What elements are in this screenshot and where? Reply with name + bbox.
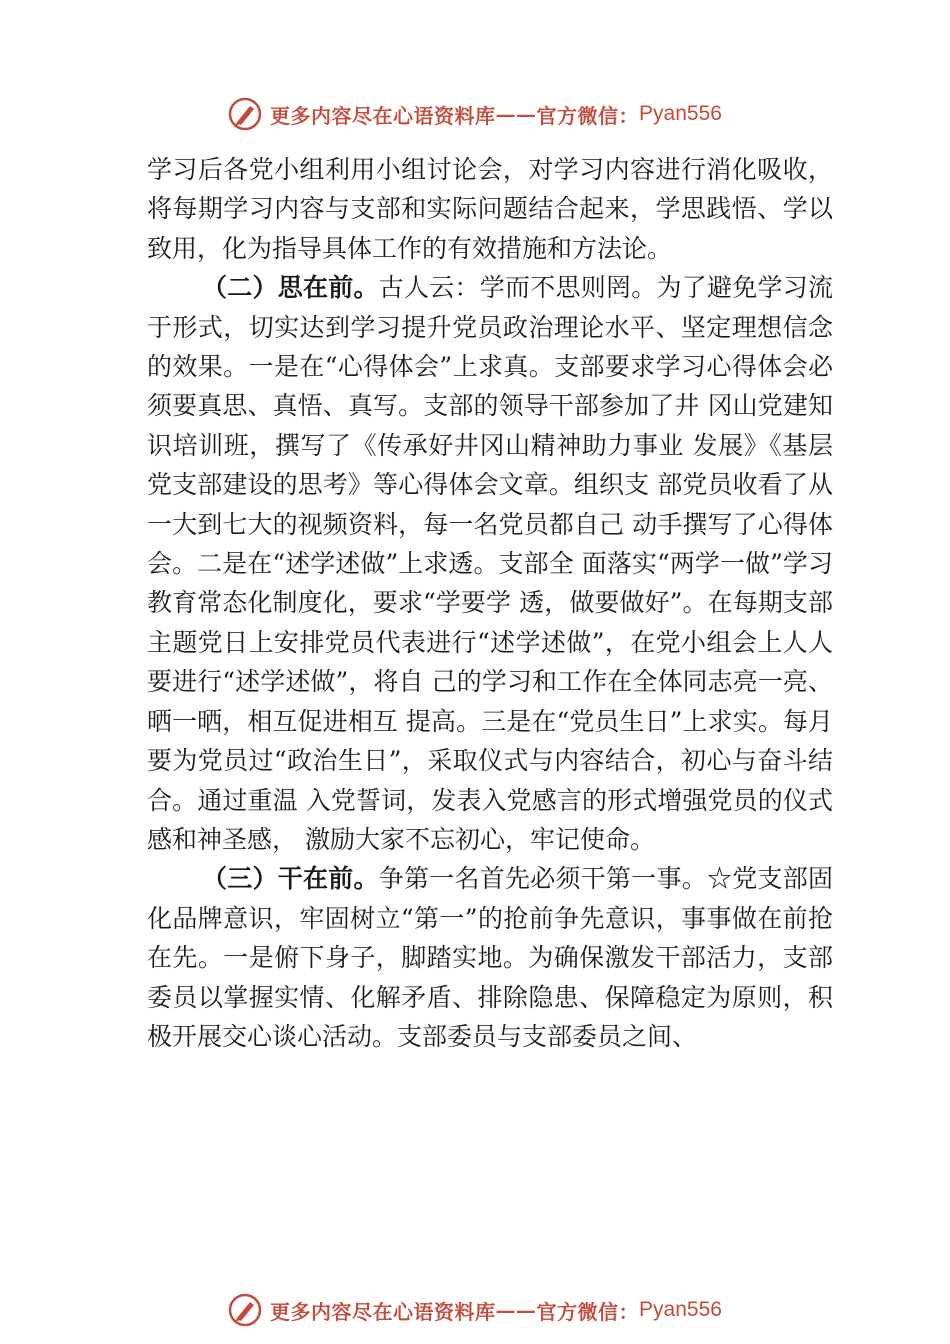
pen-logo-icon <box>228 97 262 131</box>
footer-watermark <box>0 1290 950 1330</box>
watermark-official: 官方微信： <box>536 1299 640 1324</box>
section-heading: （二）思在前。 <box>202 273 379 303</box>
paragraph-text: 争第一名首先必须干第一事。☆党支部固化品牌意识，牢固树立“第一”的抢前争先意识，事事做在前抢在先。一是俯下身子，脚踏实地。为确保激发干部活力，支部委员以掌握实情、化解矛盾、排除隐患、保障稳定为原则，积极开展交心谈心活动。支部委员与支部委员之间、 <box>147 864 833 1051</box>
watermark-official: 官方微信： <box>536 103 640 128</box>
watermark-dash: —— <box>495 102 537 126</box>
pen-logo-icon <box>228 1293 262 1327</box>
paragraph-text: 学习后各党小组利用小组讨论会，对学习内容进行消化吸收，将每期学习内容与支部和实际问题结合起来，学思践悟、学以致用，化为指导具体工作的有效措施和方法论。 <box>147 155 833 263</box>
paragraph-continuation <box>147 150 833 268</box>
watermark-dash: —— <box>495 1298 537 1322</box>
watermark-wechat-id: Pyan556 <box>639 102 722 125</box>
paragraph-section-3 <box>147 859 833 1056</box>
watermark-label: 更多内容尽在心语资料库 <box>270 1299 496 1324</box>
paragraph-text: 古人云：学而不思则罔。为了避免学习流于形式，切实达到学习提升党员政治理论水平、坚定理想信念的效果。一是在“心得体会”上求真。支部要求学习心得体会必须要真思、真悟、真写。支部的领导干部参加了井 冈山党建知识培训班，撰写了《传承好井冈山精神助力事业 发展》《基层党支部建设的思考》等心得体会文章。组织支 部党员收看了从一大到七大的视频资料，每一名党员都自己 动手撰写了心得体会。二是在“述学述做”上求透。支部全 面落实“两学一做”学习教育常态化制度化，要求“学要学 透，做要做好”。在每期支部主题党日上安排党员代表进行“述学述做”，在党小组会上人人要进行“述学述做”，将自 己的学习和工作在全体同志亮一亮、晒一晒，相互促进相互 提高。三是在“党员生日”上求实。每月要为党员过“政治生日”，采取仪式与内容结合，初心与奋斗结合。通过重温 入党誓词，发表入党感言的形式增强党员的仪式感和神圣感， 激励大家不忘初心，牢记使命。 <box>147 273 833 854</box>
document-body <box>147 150 833 1056</box>
paragraph-section-2 <box>147 268 833 859</box>
watermark-wechat-id: Pyan556 <box>639 1298 722 1321</box>
header-watermark <box>0 94 950 134</box>
section-heading: （三）干在前。 <box>202 864 379 894</box>
watermark-label: 更多内容尽在心语资料库 <box>270 103 496 128</box>
